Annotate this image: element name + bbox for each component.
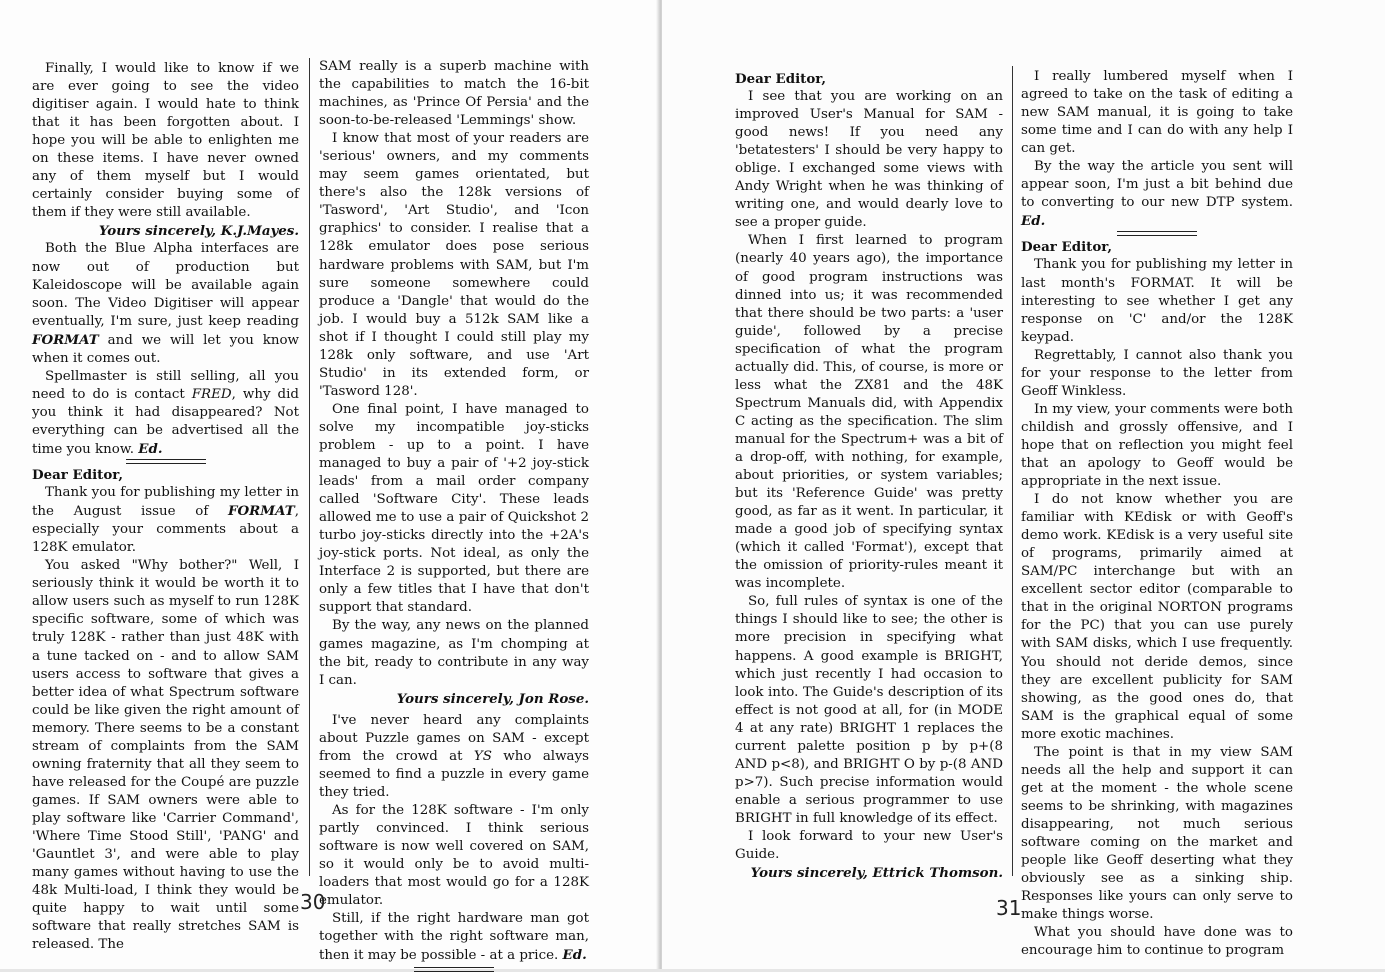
editor-reply: Still, if the right hardware man got together with the right software man, then it may be possible - at a price. Ed. xyxy=(319,911,589,964)
column-divider xyxy=(1012,66,1013,876)
letter-heading: Dear Editor, xyxy=(1021,239,1113,256)
editor-reply: Spellmaster is still selling, all you need to do is contact FRED, why did you think it had disappeared? Not everything can be advertised all the time you know. Ed. xyxy=(32,368,299,457)
left-column-2 xyxy=(319,58,589,972)
paragraph: I know that most of your readers are 'serious' owners, and my comments may seem games orientated, but there's also the 128k versions of 'Tasword', 'Art Studio', and 'Icon graphics' to consider. I realise that a 128k emulator does pose serious hardware problems with SAM, but I'm sure someone somewhere could produce a 'Dangle' that would do the job. I would buy a 512k SAM like a shot if I thought I could still play my 128k only software, and use 'Art Studio' in its extended form, or 'Tasword 128'. xyxy=(319,131,589,399)
signature: Yours sincerely, Ettrick Thomson. xyxy=(750,865,1003,882)
column-divider xyxy=(309,58,310,876)
paragraph: I look forward to your new User's Guide. xyxy=(735,828,1003,863)
paragraph: By the way, any news on the planned games magazine, as I'm chomping at the bit, ready to contribute in any way I can. xyxy=(319,618,589,688)
paragraph: I do not know whether you are familiar with KEdisk or with Geoff's demo work. KEdisk is a very useful site of programs, primarily aimed at SAM/PC interchange but with an excellent sector editor (comparable to that in the original NORTON programs for the PC) that you can use purely with SAM disks, which I use frequently. You should not deride demos, since they are excellent publicity for SAM showing, as the good ones do, that SAM is the graphical equal of some more exotic machines. xyxy=(1021,492,1293,742)
paragraph: Thank you for publishing my letter in the August issue of FORMAT, especially your comments about a 128K emulator. xyxy=(32,485,299,556)
paragraph: The point is that in my view SAM needs all the help and support it can get at the moment - the whole scene seems to be shrinking, with magazines disappearing, not much serious software coming on the market and people like Geoff deserting what they obviously see as a sinking ship. Responses like yours can only serve to make things worse. xyxy=(1021,744,1293,923)
end-of-letter-rule xyxy=(1117,231,1197,236)
paragraph: So, full rules of syntax is one of the things I should like to see; the other is more precision in specifying what happens. A good example is BRIGHT, which just recently I had occasion to look into. The Guide's description of its effect is not good at all, for (in MODE 4 at any rate) BRIGHT 1 replaces the current palette position p by p+(8 AND p<8), and BRIGHT O by p-(8 AND p>7). Such precise information would enable a serious programmer to use BRIGHT in full knowledge of its effect. xyxy=(735,594,1003,826)
editor-reply: I really lumbered myself when I agreed to take on the task of editing a new SAM manual, it is going to take some time and I can do with any help I can get. xyxy=(1021,69,1293,157)
paragraph: In my view, your comments were both childish and grossly offensive, and I hope that on reflection you might feel that an apology to Geoff would be appropriate in the next issue. xyxy=(1021,401,1293,490)
end-of-letter-rule xyxy=(126,459,206,464)
paragraph: Finally, I would like to know if we are ever going to see the video digitiser again. I would hate to think that it has been forgotten about. I hope you will be able to enlighten me on these items. I have never owned any of them myself but I would certainly consider buying some of them if they were still available. xyxy=(32,61,299,221)
letter-heading: Dear Editor, xyxy=(735,71,827,87)
left-column-1 xyxy=(32,60,299,954)
left-page xyxy=(0,0,660,969)
letter-heading: Dear Editor, xyxy=(32,467,124,484)
signature: Yours sincerely, K.J.Mayes. xyxy=(98,223,299,240)
end-of-letter-rule xyxy=(414,967,494,972)
paragraph: SAM really is a superb machine with the capabilities to match the 16-bit machines, as 'Prince Of Persia' and the soon-to-be-released 'Lemmings' show. xyxy=(319,59,589,129)
page-number: 31 xyxy=(996,896,1022,920)
signature: Yours sincerely, Jon Rose. xyxy=(396,690,589,707)
editor-reply: Both the Blue Alpha interfaces are now out of production but Kaleidoscope will be available again soon. The Video Digitiser will appear eventually, I'm sure, just keep reading FORMAT and we will let you know when it comes out. xyxy=(32,241,299,366)
right-column-1 xyxy=(735,68,1003,882)
paragraph: One final point, I have managed to solve my incompatible joy-sticks problem - up to a point. I have managed to buy a pair of '+2 joy-stick leads' from a mail order company called 'Software City'. These leads allowed me to use a pair of Quickshot 2 turbo joy-sticks directly into the +2A's joy-stick ports. Not ideal, as only the Interface 2 is supported, but there are only a few titles that I have that don't support that standard. xyxy=(319,401,589,616)
paragraph: What you should have done was to encourage him to continue to program xyxy=(1021,925,1293,959)
editor-reply: By the way the article you sent will appear soon, I'm just a bit behind due to converting to our new DTP system. Ed. xyxy=(1021,159,1293,230)
paragraph: You asked "Why bother?" Well, I seriously think it would be worth it to allow users such as myself to run 128K specific software, some of which was truly 128K - rather than just 48K with a tune tacked on - and to allow SAM users access to software that gives a better idea of what Spectrum software could be like given the right amount of memory. There seems to be a constant stream of complaints from the SAM owning fraternity that all they seem to have released for the Coupé are puzzle games. If SAM owners were able to play software like 'Carrier Command', 'Where Time Stood Still', 'PANG' and 'Gauntlet 3', and were able to play many games without having to use the 48k Multi-load, I think they would be quite happy to wait until some software that really stretches SAM is released. The xyxy=(32,558,299,953)
page-number: 30 xyxy=(300,890,326,914)
paragraph: Thank you for publishing my letter in last month's FORMAT. It will be interesting to see whether I get any response on 'C' and/or the 128K keypad. xyxy=(1021,257,1293,345)
paragraph: Regrettably, I cannot also thank you for your response to the letter from Geoff Winkless. xyxy=(1021,347,1293,399)
right-column-2 xyxy=(1021,68,1293,960)
paragraph: I see that you are working on an improved User's Manual for SAM - good news! If you need any 'betatesters' I should be very happy to oblige. I exchanged some views with Andy Wright when he was thinking of writing one, and would dearly love to see a proper guide. xyxy=(735,89,1003,231)
editor-reply: I've never heard any complaints about Puzzle games on SAM - except from the crowd at YS who always seemed to find a puzzle in every game they tried. xyxy=(319,712,589,800)
paragraph: When I first learned to program (nearly 40 years ago), the importance of good program instructions was dinned into us; it was recommended that there should be two parts: a 'user guide', followed by a precise specification of what the program actually did. This, of course, is more or less what the ZX81 and the 48K Spectrum Manuals did, with Appendix C acting as the specification. The slim manual for the Spectrum+ was a bit of a drop-off, with nothing, for example, about priorities, or system variables; but its 'Reference Guide' was pretty good, as far as it went. In particular, it made a good job of specifying syntax (which it called 'Format'), except that the omission of priority-rules meant it was incomplete. xyxy=(735,233,1003,592)
editor-reply: As for the 128K software - I'm only partly convinced. I think serious software is now well covered on SAM, so it would only be to avoid multi-loaders that most would go for a 128K emulator. xyxy=(319,802,589,909)
